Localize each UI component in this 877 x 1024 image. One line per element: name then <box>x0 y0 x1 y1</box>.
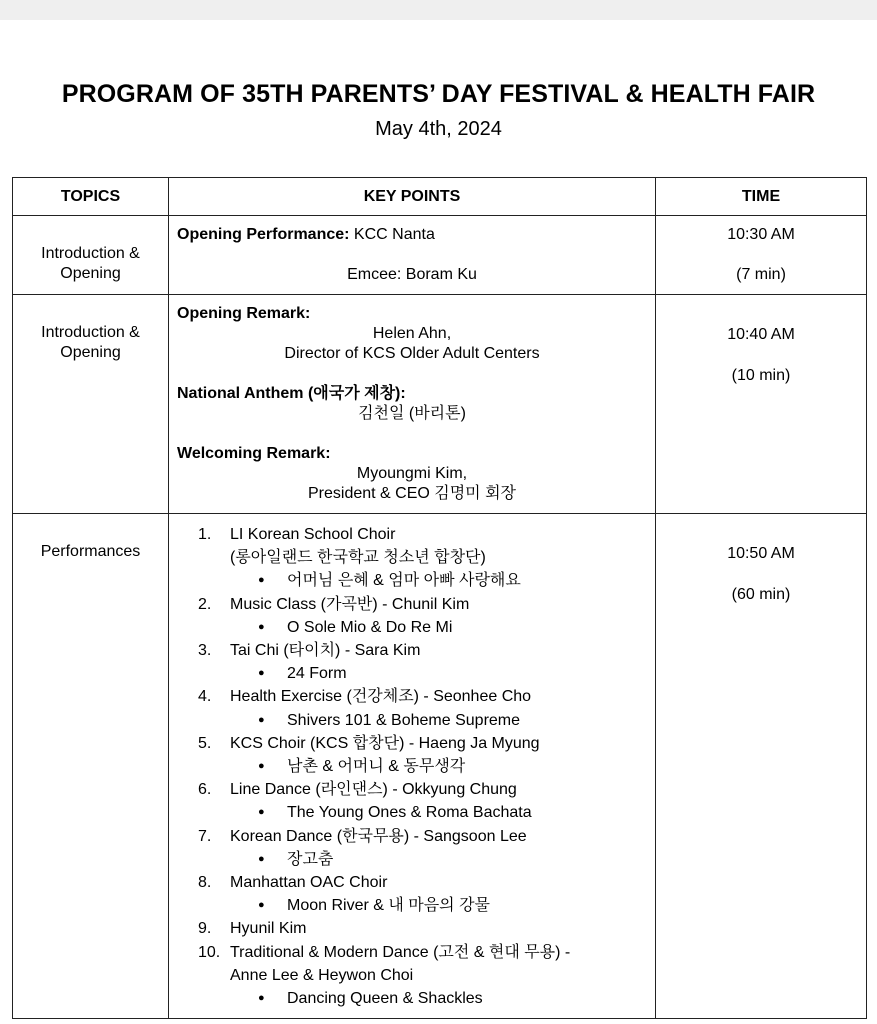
item-text: Traditional & Modern Dance (고전 & 현대 무용) - <box>230 943 571 961</box>
topic-text: Introduction & Opening <box>41 324 140 361</box>
sub-item: ● Dancing Queen & Shackles <box>287 987 655 1010</box>
item-text: Anne Lee & Heywon Choi <box>230 966 414 984</box>
sub-list <box>230 848 655 871</box>
time-cell <box>656 295 867 514</box>
table-header-row <box>13 178 867 216</box>
item-text: Hyunil Kim <box>230 920 307 938</box>
emcee: Emcee: Boram Ku <box>347 266 477 283</box>
topic-cell <box>13 295 169 514</box>
duration: (7 min) <box>736 266 786 283</box>
sub-list <box>230 755 655 778</box>
item-number: 4. <box>198 688 212 706</box>
table-row <box>13 295 867 514</box>
welcoming-remark-label: Welcoming Remark: <box>177 445 331 462</box>
sub-item: ● 남촌 & 어머니 & 동무생각 <box>287 755 655 778</box>
sub-list <box>230 987 655 1010</box>
national-anthem <box>177 384 647 404</box>
sub-list <box>230 801 655 824</box>
welcoming-remark-title: President & CEO 김명미 회장 <box>308 485 516 502</box>
sub-item: ● The Young Ones & Roma Bachata <box>287 801 655 824</box>
item-text: Music Class (가곡반) - Chunil Kim <box>230 595 470 613</box>
start-time: 10:30 AM <box>727 226 795 243</box>
list-item <box>198 917 655 940</box>
list-item <box>198 871 655 917</box>
key-points-cell <box>169 216 656 295</box>
opening-performance-value: KCC Nanta <box>349 226 435 243</box>
item-text: KCS Choir (KCS 합창단) - Haeng Ja Myung <box>230 734 540 752</box>
sub-item: ● 장고춤 <box>287 848 655 871</box>
sub-item: ● 24 Form <box>287 662 655 685</box>
page-title: PROGRAM OF 35TH PARENTS’ DAY FESTIVAL & HEALTH FAIR <box>61 80 816 108</box>
item-text: Line Dance (라인댄스) - Okkyung Chung <box>230 781 517 799</box>
opening-performance-label: Opening Performance: <box>177 226 350 243</box>
header-time: TIME <box>656 178 867 216</box>
item-number: 5. <box>198 734 212 752</box>
performance-list <box>169 523 655 1010</box>
anthem-performer: 김천일 (바리톤) <box>358 405 466 422</box>
item-text: Tai Chi (타이치) - Sara Kim <box>230 642 421 660</box>
item-text: Korean Dance (한국무용) - Sangsoon Lee <box>230 827 527 845</box>
item-number: 7. <box>198 827 212 845</box>
duration: (60 min) <box>731 586 791 603</box>
sub-item: ● Shivers 101 & Boheme Supreme <box>287 709 655 732</box>
table-row <box>13 514 867 1019</box>
topic-text: Introduction & Opening <box>41 245 140 282</box>
item-number: 2. <box>198 595 212 613</box>
time-cell <box>656 216 867 295</box>
key-points-cell <box>169 514 656 1019</box>
item-text: LI Korean School Choir <box>230 526 396 543</box>
list-item <box>198 685 655 731</box>
welcoming-remark-name: Myoungmi Kim, <box>356 465 468 482</box>
item-number: 3. <box>198 642 212 660</box>
start-time: 10:40 AM <box>727 326 795 343</box>
opening-performance <box>177 225 647 245</box>
duration: (10 min) <box>731 367 791 384</box>
topic-text: Performances <box>40 543 141 560</box>
list-item <box>198 523 655 593</box>
event-date: May 4th, 2024 <box>375 118 502 140</box>
item-number: 9. <box>198 920 212 938</box>
sub-list <box>230 616 655 639</box>
sub-list <box>230 709 655 732</box>
sub-list <box>230 569 655 592</box>
item-number: 1. <box>198 526 212 543</box>
table-row <box>13 216 867 295</box>
national-anthem-korean: (애국가 제창): <box>303 385 406 402</box>
sub-item: ● O Sole Mio & Do Re Mi <box>287 616 655 639</box>
opening-remark-name: Helen Ahn, <box>372 325 452 342</box>
header-key-points: KEY POINTS <box>169 178 656 216</box>
time-cell <box>656 514 867 1019</box>
opening-remark-label: Opening Remark: <box>177 305 311 322</box>
list-item <box>198 778 655 824</box>
list-item <box>198 732 655 778</box>
sub-list <box>230 894 655 917</box>
topic-cell <box>13 216 169 295</box>
list-item <box>198 825 655 871</box>
program-table <box>12 177 867 1019</box>
list-item <box>198 639 655 685</box>
topic-cell <box>13 514 169 1019</box>
sub-list <box>230 662 655 685</box>
opening-remark-title: Director of KCS Older Adult Centers <box>284 345 540 362</box>
sub-item: ● 어머님 은혜 & 엄마 아빠 사랑해요 <box>287 569 655 592</box>
list-item <box>198 941 655 1011</box>
item-number: 6. <box>198 781 212 799</box>
sub-item: ● Moon River & 내 마음의 강물 <box>287 894 655 917</box>
item-number: 8. <box>198 874 212 892</box>
start-time: 10:50 AM <box>727 545 795 562</box>
national-anthem-label: National Anthem <box>177 385 304 402</box>
key-points-cell <box>169 295 656 514</box>
item-text: (롱아일랜드 한국학교 청소년 합창단) <box>230 549 486 567</box>
header-topics: TOPICS <box>13 178 169 216</box>
item-number: 10. <box>198 943 221 961</box>
list-item <box>198 593 655 639</box>
top-bar <box>0 0 877 20</box>
item-text: Manhattan OAC Choir <box>230 874 388 892</box>
item-text: Health Exercise (건강체조) - Seonhee Cho <box>230 688 532 706</box>
